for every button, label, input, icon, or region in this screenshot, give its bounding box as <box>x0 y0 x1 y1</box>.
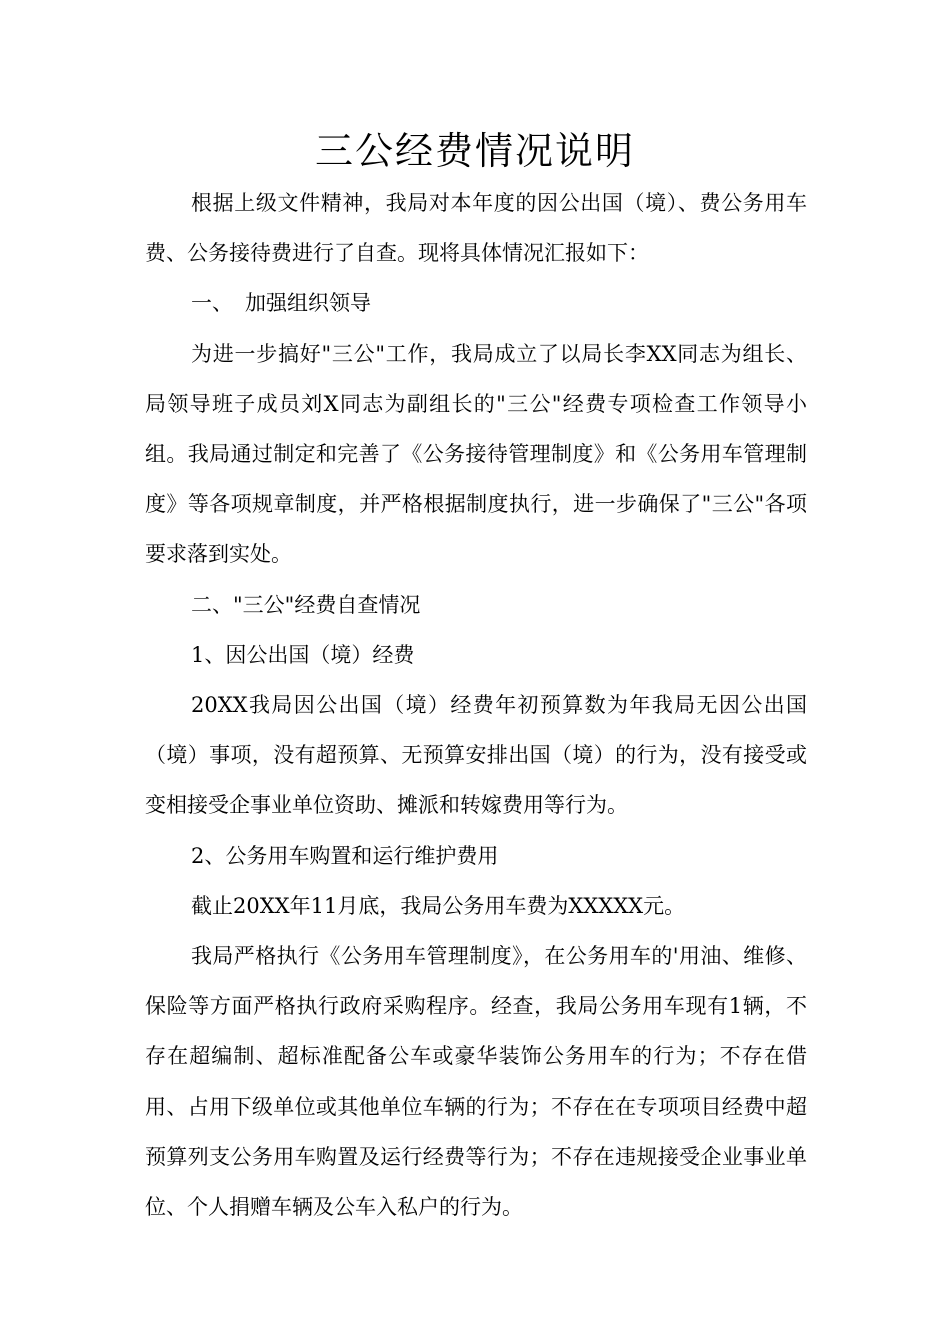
item-2-paragraph-2: 我局严格执行《公务用车管理制度》，在公务用车的'用油、维修、保险等方面严格执行政府采购程序。经查，我局公务用车现有1辆，不存在超编制、超标准配备公车或豪华装饰公务用车的行为；不存在借用、占用下级单位或其他单位车辆的行为；不存在在专项项目经费中超预算列支公务用车购置及运行经费等行为；不存在违规接受企业事业单位、个人捐赠车辆及公车入私户的行为。 <box>145 944 807 1220</box>
item-1-heading: 1、因公出国（境）经费 <box>191 642 415 667</box>
item-1-paragraph: 20XX我局因公出国（境）经费年初预算数为年我局无因公出国（境）事项，没有超预算、无预算安排出国（境）的行为，没有接受或变相接受企事业单位资助、摊派和转嫁费用等行为。 <box>145 693 807 818</box>
section-1-paragraph: 为进一步搞好"三公"工作，我局成立了以局长李XX同志为组长、局领导班子成员刘X同志为副组长的"三公"经费专项检查工作领导小组。我局通过制定和完善了《公务接待管理制度》和《公务用车管理制度》等各项规章制度，并严格根据制度执行，进一步确保了"三公"各项要求落到实处。 <box>145 341 807 567</box>
section-2-heading: 二、"三公"经费自查情况 <box>191 592 421 617</box>
item-2-paragraph-1: 截止20XX年11月底，我局公务用车费为XXXXX元。 <box>191 893 686 918</box>
section-1-heading <box>145 278 807 328</box>
document-body <box>145 178 807 1232</box>
item-2-heading: 2、公务用车购置和运行维护费用 <box>191 843 499 868</box>
intro-paragraph: 根据上级文件精神，我局对本年度的因公出国（境）、费公务用车费、公务接待费进行了自查。现将具体情况汇报如下： <box>145 191 807 266</box>
page-title: 三公经费情况说明 <box>314 129 635 173</box>
section-1-title: 加强组织领导 <box>245 291 371 316</box>
section-1-number: 一、 <box>191 291 233 316</box>
